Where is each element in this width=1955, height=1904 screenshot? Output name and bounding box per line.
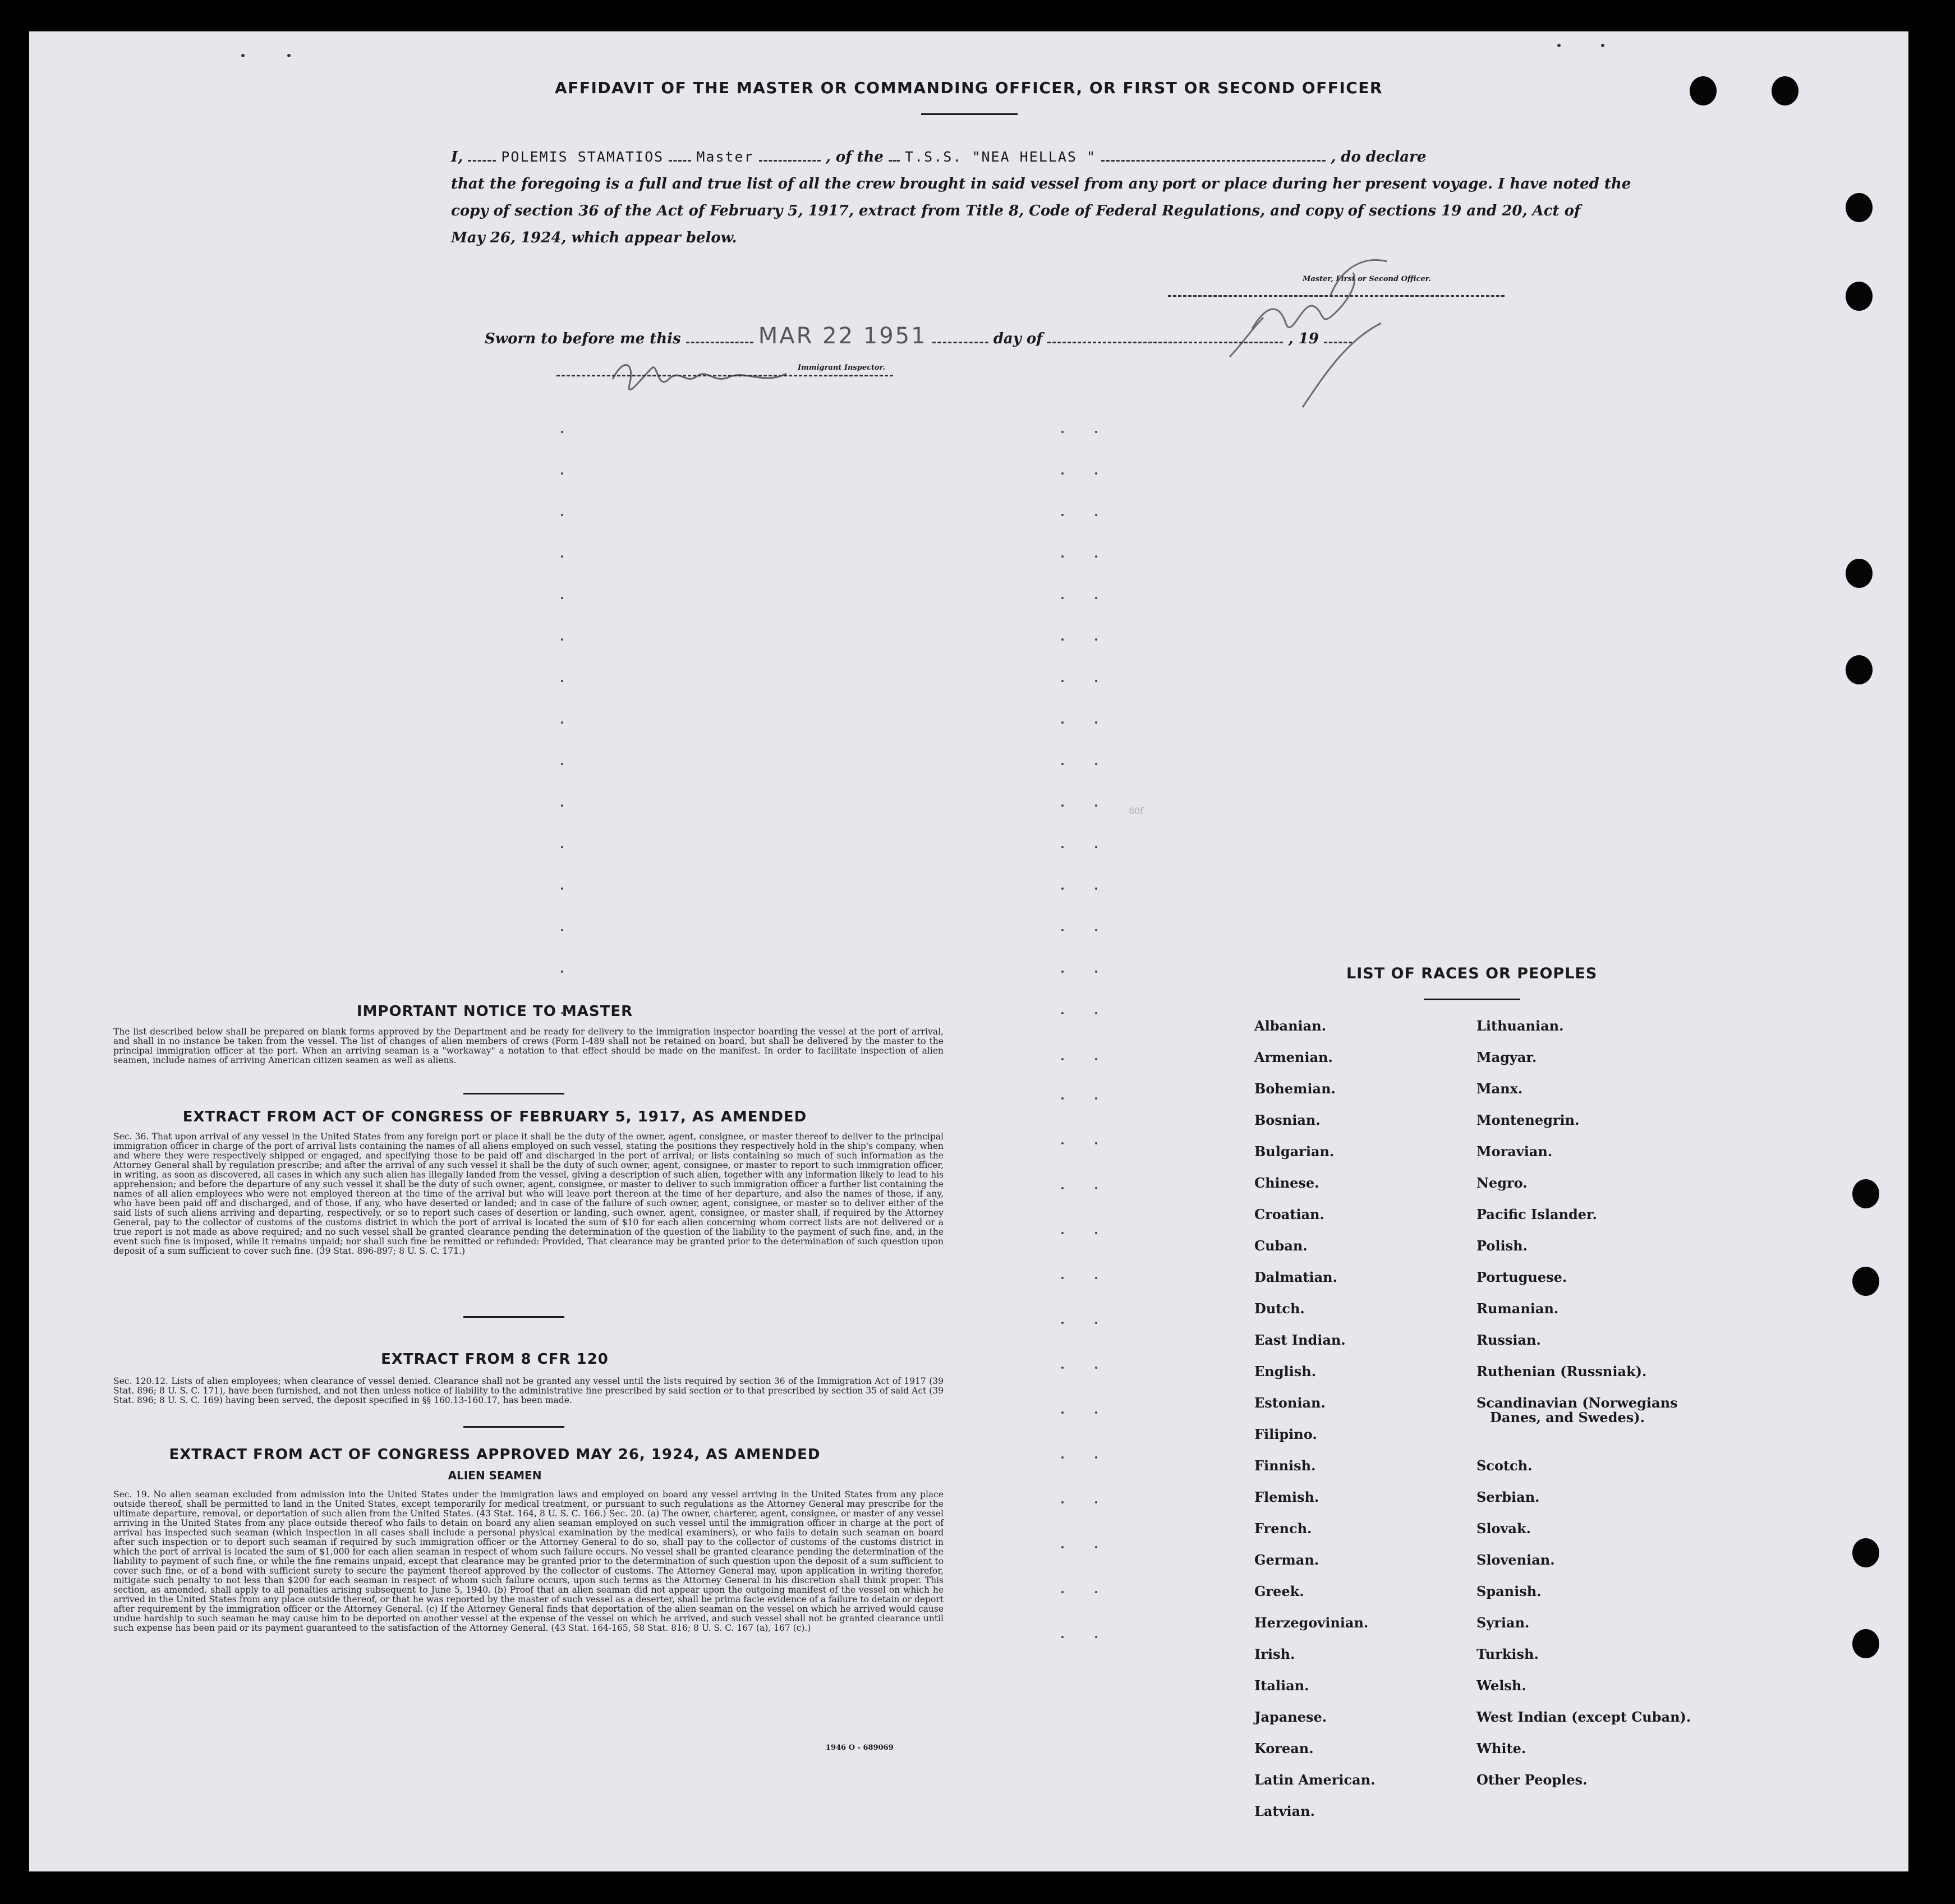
margin-dot	[1061, 1187, 1064, 1189]
race-item: Other Peoples.	[1476, 1772, 1588, 1788]
race-item: Croatian.	[1254, 1206, 1324, 1222]
race-item: Serbian.	[1476, 1489, 1540, 1505]
race-item: Herzegovinian.	[1254, 1615, 1369, 1631]
margin-dot	[1095, 555, 1097, 558]
race-item: Moravian.	[1476, 1143, 1553, 1160]
race-item: Latvian.	[1254, 1803, 1315, 1819]
margin-dot	[1061, 1277, 1064, 1279]
section-divider	[463, 1316, 564, 1318]
race-item: Flemish.	[1254, 1489, 1319, 1505]
race-item: Manx.	[1476, 1080, 1523, 1097]
margin-dot	[1061, 1232, 1064, 1234]
punch-hole	[1846, 655, 1873, 684]
margin-dot	[1061, 804, 1064, 807]
margin-dot	[1095, 763, 1097, 765]
race-item: Montenegrin.	[1476, 1112, 1580, 1128]
margin-dot	[1061, 929, 1064, 931]
day-of-label: day of	[993, 330, 1043, 347]
margin-dot	[1095, 597, 1097, 599]
extract-cfr-title: EXTRACT FROM 8 CFR 120	[381, 1351, 609, 1368]
margin-dot	[561, 763, 563, 765]
margin-dot	[1095, 1187, 1097, 1189]
extract-cfr-text: Sec. 120.12. Lists of alien employees; when clearance of vessel denied. Clearance shall not be granted any vessel until the lists required by section 36 of the Immigration Act of 1917 (39 Stat. 896; 8 U. S. C. 171), have been furnished, and not then unless notice of liability to the administrative fine prescribed by said section or to that prescribed by section 35 of said Act (39 Stat. 896; 8 U. S. C. 169) having been served, the deposit specified in §§ 160.13-160.17, has been made.	[113, 1376, 944, 1405]
margin-dot	[561, 638, 563, 641]
margin-dot	[1095, 804, 1097, 807]
margin-dot	[1061, 472, 1064, 475]
important-notice-text: The list described below shall be prepared on blank forms approved by the Department and be ready for delivery to the immigration inspector boarding the vessel at the port of arrival, and shall in no instance be taken from the vessel. The list of changes of alien members of crews (Form I-489 shall not be retained on board, but shall be delivered by the master to the principal immigration officer at the port. When an arriving seaman is a "workaway" a notation to that effect should be made on the manifest. In order to facilitate inspection of alien seamen, include names of arriving American citizen seamen as well as aliens.	[113, 1027, 944, 1065]
race-item: Bosnian.	[1254, 1112, 1321, 1128]
punch-hole	[1846, 193, 1873, 222]
race-item: Greek.	[1254, 1583, 1304, 1599]
margin-dot	[1061, 763, 1064, 765]
punch-hole	[1852, 1267, 1879, 1296]
margin-dot	[1095, 1501, 1097, 1503]
margin-dot	[1095, 929, 1097, 931]
margin-dot	[1095, 1058, 1097, 1060]
margin-dot	[561, 929, 563, 931]
margin-dot	[1095, 1012, 1097, 1014]
declaration-line-3: copy of section 36 of the Act of February 5, 1917, extract from Title 8, Code of Federal Regulations, and copy of sections 19 and 20, Act of	[451, 203, 1581, 219]
title-underline	[921, 113, 1018, 115]
margin-dot	[561, 472, 563, 475]
race-item: Albanian.	[1254, 1018, 1326, 1034]
sworn-label: Sworn to before me this	[485, 330, 681, 347]
race-item: Cuban.	[1254, 1238, 1308, 1254]
margin-dot	[1061, 638, 1064, 641]
year-label: , 19	[1288, 330, 1319, 347]
race-item: Syrian.	[1476, 1615, 1530, 1631]
race-item: Dalmatian.	[1254, 1269, 1337, 1285]
margin-dot	[561, 514, 563, 516]
inspector-signature-line	[556, 375, 893, 376]
margin-dot	[1095, 680, 1097, 682]
margin-dot	[561, 804, 563, 807]
race-item: Latin American.	[1254, 1772, 1376, 1788]
race-item: Bulgarian.	[1254, 1143, 1335, 1160]
margin-dot	[561, 971, 563, 973]
margin-dot	[1061, 721, 1064, 724]
margin-dot	[1095, 1097, 1097, 1100]
margin-dot	[1061, 431, 1064, 433]
inspector-signature	[601, 346, 837, 407]
race-item: Magyar.	[1476, 1049, 1537, 1065]
affidavit-title: AFFIDAVIT OF THE MASTER OR COMMANDING OFFICER, OR FIRST OR SECOND OFFICER	[555, 79, 1383, 97]
race-item: Korean.	[1254, 1740, 1314, 1756]
declaration-i: I,	[451, 149, 463, 165]
margin-dot	[1061, 1501, 1064, 1503]
margin-dot	[1095, 1591, 1097, 1593]
race-item: Slovenian.	[1476, 1552, 1555, 1568]
margin-dot	[1095, 1277, 1097, 1279]
margin-dot	[561, 555, 563, 558]
margin-dot	[1095, 1367, 1097, 1369]
inspector-caption: Immigrant Inspector.	[798, 364, 885, 372]
race-item: West Indian (except Cuban).	[1476, 1709, 1691, 1725]
races-underline	[1424, 999, 1520, 1000]
margin-dot	[1095, 1322, 1097, 1324]
punch-hole	[1846, 282, 1873, 311]
margin-dot	[1095, 1411, 1097, 1414]
margin-dot	[1061, 1097, 1064, 1100]
race-item: Polish.	[1476, 1238, 1528, 1254]
punch-hole	[1852, 1538, 1879, 1567]
race-item: Armenian.	[1254, 1049, 1333, 1065]
master-signature	[1218, 217, 1432, 418]
margin-dot	[1095, 971, 1097, 973]
race-item: Negro.	[1476, 1175, 1528, 1191]
race-item: Filipino.	[1254, 1426, 1317, 1442]
speck	[1601, 44, 1604, 47]
extract-1917-text: Sec. 36. That upon arrival of any vessel in the United States from any foreign port or place it shall be the duty of the owner, agent, consignee, or master thereof to deliver to the principal immigration officer in charge of the port of arrival lists containing the names of all aliens employed on such vessel, stating the positions they respectively hold in the ship's company, when and where they were respectively shipped or engaged, and specifying those to be paid off and discharged in the port of arrival; or lists containing so much of such information as the Attorney General shall by regulation prescribe; and after the arrival of any such vessel it shall be the duty of such owner, agent, consignee, or master to report to such immigration officer, in writing, as soon as discovered, all cases in which any such alien has illegally landed from the vessel, giving a description of such alien, together with any information likely to lead to his apprehension; and before the departure of any such vessel it shall be the duty of such owner, agent, consignee, or master to deliver to such immigration officer a further list containing the names of all alien employees who were not employed thereon at the time of the arrival but who will leave port thereon at the time of her departure, and also the names of those, if any, who have been paid off and discharged, and of those, if any, who have deserted or landed; and in case of the failure of such owner, agent, consignee, or master so to deliver either of the said lists of such aliens arriving and departing, respectively, or so to report such cases of desertion or landing, such owner, agent, consignee, or master shall, if required by the Attorney General, pay to the collector of customs of the customs district in which the port of arrival is located the sum of $10 for each alien concerning whom correct lists are not delivered or a true report is not made as above required; and no such vessel shall be granted clearance pending the determination of the question of the liability to the payment of such fine, and, in the event such fine is imposed, while it remains unpaid; nor shall such fine be remitted or refunded: Provided, That clearance may be granted prior to the determination of such question upon deposit of a sum sufficient to cover such fine. (39 Stat. 896-897; 8 U. S. C. 171.)	[113, 1132, 944, 1256]
punch-hole	[1852, 1179, 1879, 1208]
race-item: Scotch.	[1476, 1457, 1533, 1474]
race-item: German.	[1254, 1552, 1319, 1568]
master-title-field: Master	[696, 149, 754, 165]
document-sheet	[29, 31, 1908, 1871]
margin-dot	[1061, 1058, 1064, 1060]
margin-dot	[1061, 1367, 1064, 1369]
margin-dot	[1095, 431, 1097, 433]
race-item: Welsh.	[1476, 1677, 1526, 1694]
margin-dot	[1061, 1411, 1064, 1414]
margin-dot	[1061, 1546, 1064, 1548]
margin-dot	[1095, 638, 1097, 641]
extract-1924-subtitle: ALIEN SEAMEN	[448, 1469, 542, 1482]
section-divider	[463, 1426, 564, 1428]
punch-hole	[1852, 1629, 1879, 1658]
margin-dot	[1095, 1232, 1097, 1234]
race-item: Slovak.	[1476, 1520, 1531, 1537]
margin-dot	[1061, 597, 1064, 599]
race-item: Japanese.	[1254, 1709, 1327, 1725]
do-declare-label: , do declare	[1331, 149, 1427, 165]
declaration-line-2: that the foregoing is a full and true list of all the crew brought in said vessel from any port or place during her present voyage. I have noted the	[451, 176, 1631, 192]
race-item: Dutch.	[1254, 1300, 1305, 1317]
race-item: Scandinavian (Norwegians	[1476, 1395, 1678, 1411]
race-item: Italian.	[1254, 1677, 1309, 1694]
margin-dot	[1095, 472, 1097, 475]
margin-dot	[1061, 1322, 1064, 1324]
extract-1924-text: Sec. 19. No alien seaman excluded from admission into the United States under the immigration laws and employed on board any vessel arriving in the United States from any place outside thereof, shall be permitted to land in the United States, except temporarily for medical treatment, or pursuant to such regulations as the Attorney General may prescribe for the ultimate departure, removal, or deportation of such alien from the United States. (43 Stat. 164, 8 U. S. C. 166.) Sec. 20. (a) The owner, charterer, agent, consignee, or master of any vessel arriving in the United States from any place outside thereof who fails to detain on board any alien seaman employed on such vessel until the immigration officer in charge at the port of arrival has inspected such seaman (which inspection in all cases shall include a personal physical examination by the medical examiners), or who fails to detain such seaman on board after such inspection or to deport such seaman if required by such immigration officer or the Attorney General to do so, shall pay to the collector of customs of the customs district in which the port of arrival is located the sum of $1,000 for each alien seaman in respect of whom such failure occurs. No vessel shall be granted clearance pending the determination of the liability to payment of such fine, or while the fine remains unpaid, except that clearance may be granted prior to the determination of such question upon the deposit of a sum sufficient to cover such fine, or of a bond with sufficient surety to secure the payment thereof approved by the collector of customs. The Attorney General may, upon application in writing therefor, mitigate such penalty to not less than $200 for each seaman in respect of whom such failure occurs, upon such terms as the Attorney General in his discretion shall think proper. This section, as amended, shall apply to all penalties arising subsequent to June 5, 1940. (b) Proof that an alien seaman did not appear upon the outgoing manifest of the vessel on which he arrived in the United States from any place outside thereof, or that he was reported by the master of such vessel as a deserter, shall be prima facie evidence of a failure to detain or deport after requirement by the immigration officer or the Attorney General. (c) If the Attorney General finds that deportation of the alien seaman on the vessel on which he arrived would cause undue hardship to such seaman he may cause him to be deported on another vessel at the expense of the vessel on which he arrived, and such vessel shall not be granted clearance until such expense has been paid or its payment guaranteed to the satisfaction of the Attorney General. (43 Stat. 164-165, 58 Stat. 816; 8 U. S. C. 167 (a), 167 (c).)	[113, 1489, 944, 1633]
race-item: Ruthenian (Russniak).	[1476, 1363, 1647, 1379]
speck	[287, 54, 291, 57]
race-item: Estonian.	[1254, 1395, 1326, 1411]
races-title: LIST OF RACES OR PEOPLES	[1346, 965, 1598, 982]
margin-dot	[561, 597, 563, 599]
margin-dot	[561, 721, 563, 724]
section-divider	[463, 1093, 564, 1094]
margin-dot	[1095, 1142, 1097, 1144]
extract-1924-title: EXTRACT FROM ACT OF CONGRESS APPROVED MAY 26, 1924, AS AMENDED	[169, 1446, 821, 1463]
margin-dot	[1095, 514, 1097, 516]
margin-dot	[561, 680, 563, 682]
margin-dot	[1095, 887, 1097, 890]
faint-mark: 80f	[1129, 806, 1144, 816]
speck	[241, 54, 245, 57]
margin-dot	[561, 887, 563, 890]
race-item-continuation: Danes, and Swedes).	[1490, 1409, 1645, 1425]
margin-dot	[1061, 1456, 1064, 1459]
margin-dot	[1061, 1142, 1064, 1144]
race-item: East Indian.	[1254, 1332, 1346, 1348]
margin-dot	[1061, 846, 1064, 848]
race-item: Bohemian.	[1254, 1080, 1336, 1097]
master-signature-caption: Master, First or Second Officer.	[1303, 275, 1431, 283]
margin-dot	[1061, 887, 1064, 890]
of-the-label: , of the	[825, 149, 884, 165]
race-item: Rumanian.	[1476, 1300, 1559, 1317]
extract-1917-title: EXTRACT FROM ACT OF CONGRESS OF FEBRUARY 5, 1917, AS AMENDED	[182, 1109, 807, 1125]
master-name-field: POLEMIS STAMATIOS	[501, 149, 664, 165]
race-item: White.	[1476, 1740, 1526, 1756]
declaration-line-4: May 26, 1924, which appear below.	[451, 229, 737, 246]
margin-dot	[1061, 680, 1064, 682]
margin-dot	[1061, 1012, 1064, 1014]
margin-dot	[1095, 1546, 1097, 1548]
margin-dot	[1061, 1636, 1064, 1638]
race-item: Pacific Islander.	[1476, 1206, 1597, 1222]
margin-dot	[1095, 846, 1097, 848]
race-item: Finnish.	[1254, 1457, 1316, 1474]
punch-hole	[1846, 559, 1873, 588]
race-item: English.	[1254, 1363, 1317, 1379]
print-code: 1946 O - 689069	[826, 1744, 894, 1752]
margin-dot	[1095, 1456, 1097, 1459]
margin-dot	[1095, 721, 1097, 724]
margin-dot	[561, 431, 563, 433]
speck	[1557, 44, 1561, 47]
margin-dot	[1061, 514, 1064, 516]
race-item: Spanish.	[1476, 1583, 1542, 1599]
race-item: Turkish.	[1476, 1646, 1539, 1662]
race-item: Russian.	[1476, 1332, 1541, 1348]
margin-dot	[561, 846, 563, 848]
race-item: Irish.	[1254, 1646, 1295, 1662]
important-notice-title: IMPORTANT NOTICE TO MASTER	[356, 1003, 633, 1020]
vessel-name-field: T.S.S. "NEA HELLAS "	[905, 149, 1097, 165]
race-item: Portuguese.	[1476, 1269, 1567, 1285]
date-stamp: MAR 22 1951	[758, 323, 927, 349]
margin-dot	[1061, 971, 1064, 973]
race-item: French.	[1254, 1520, 1312, 1537]
margin-dot	[1061, 555, 1064, 558]
margin-dot	[1095, 1636, 1097, 1638]
margin-dot	[1061, 1591, 1064, 1593]
race-item: Lithuanian.	[1476, 1018, 1564, 1034]
race-item: Chinese.	[1254, 1175, 1319, 1191]
